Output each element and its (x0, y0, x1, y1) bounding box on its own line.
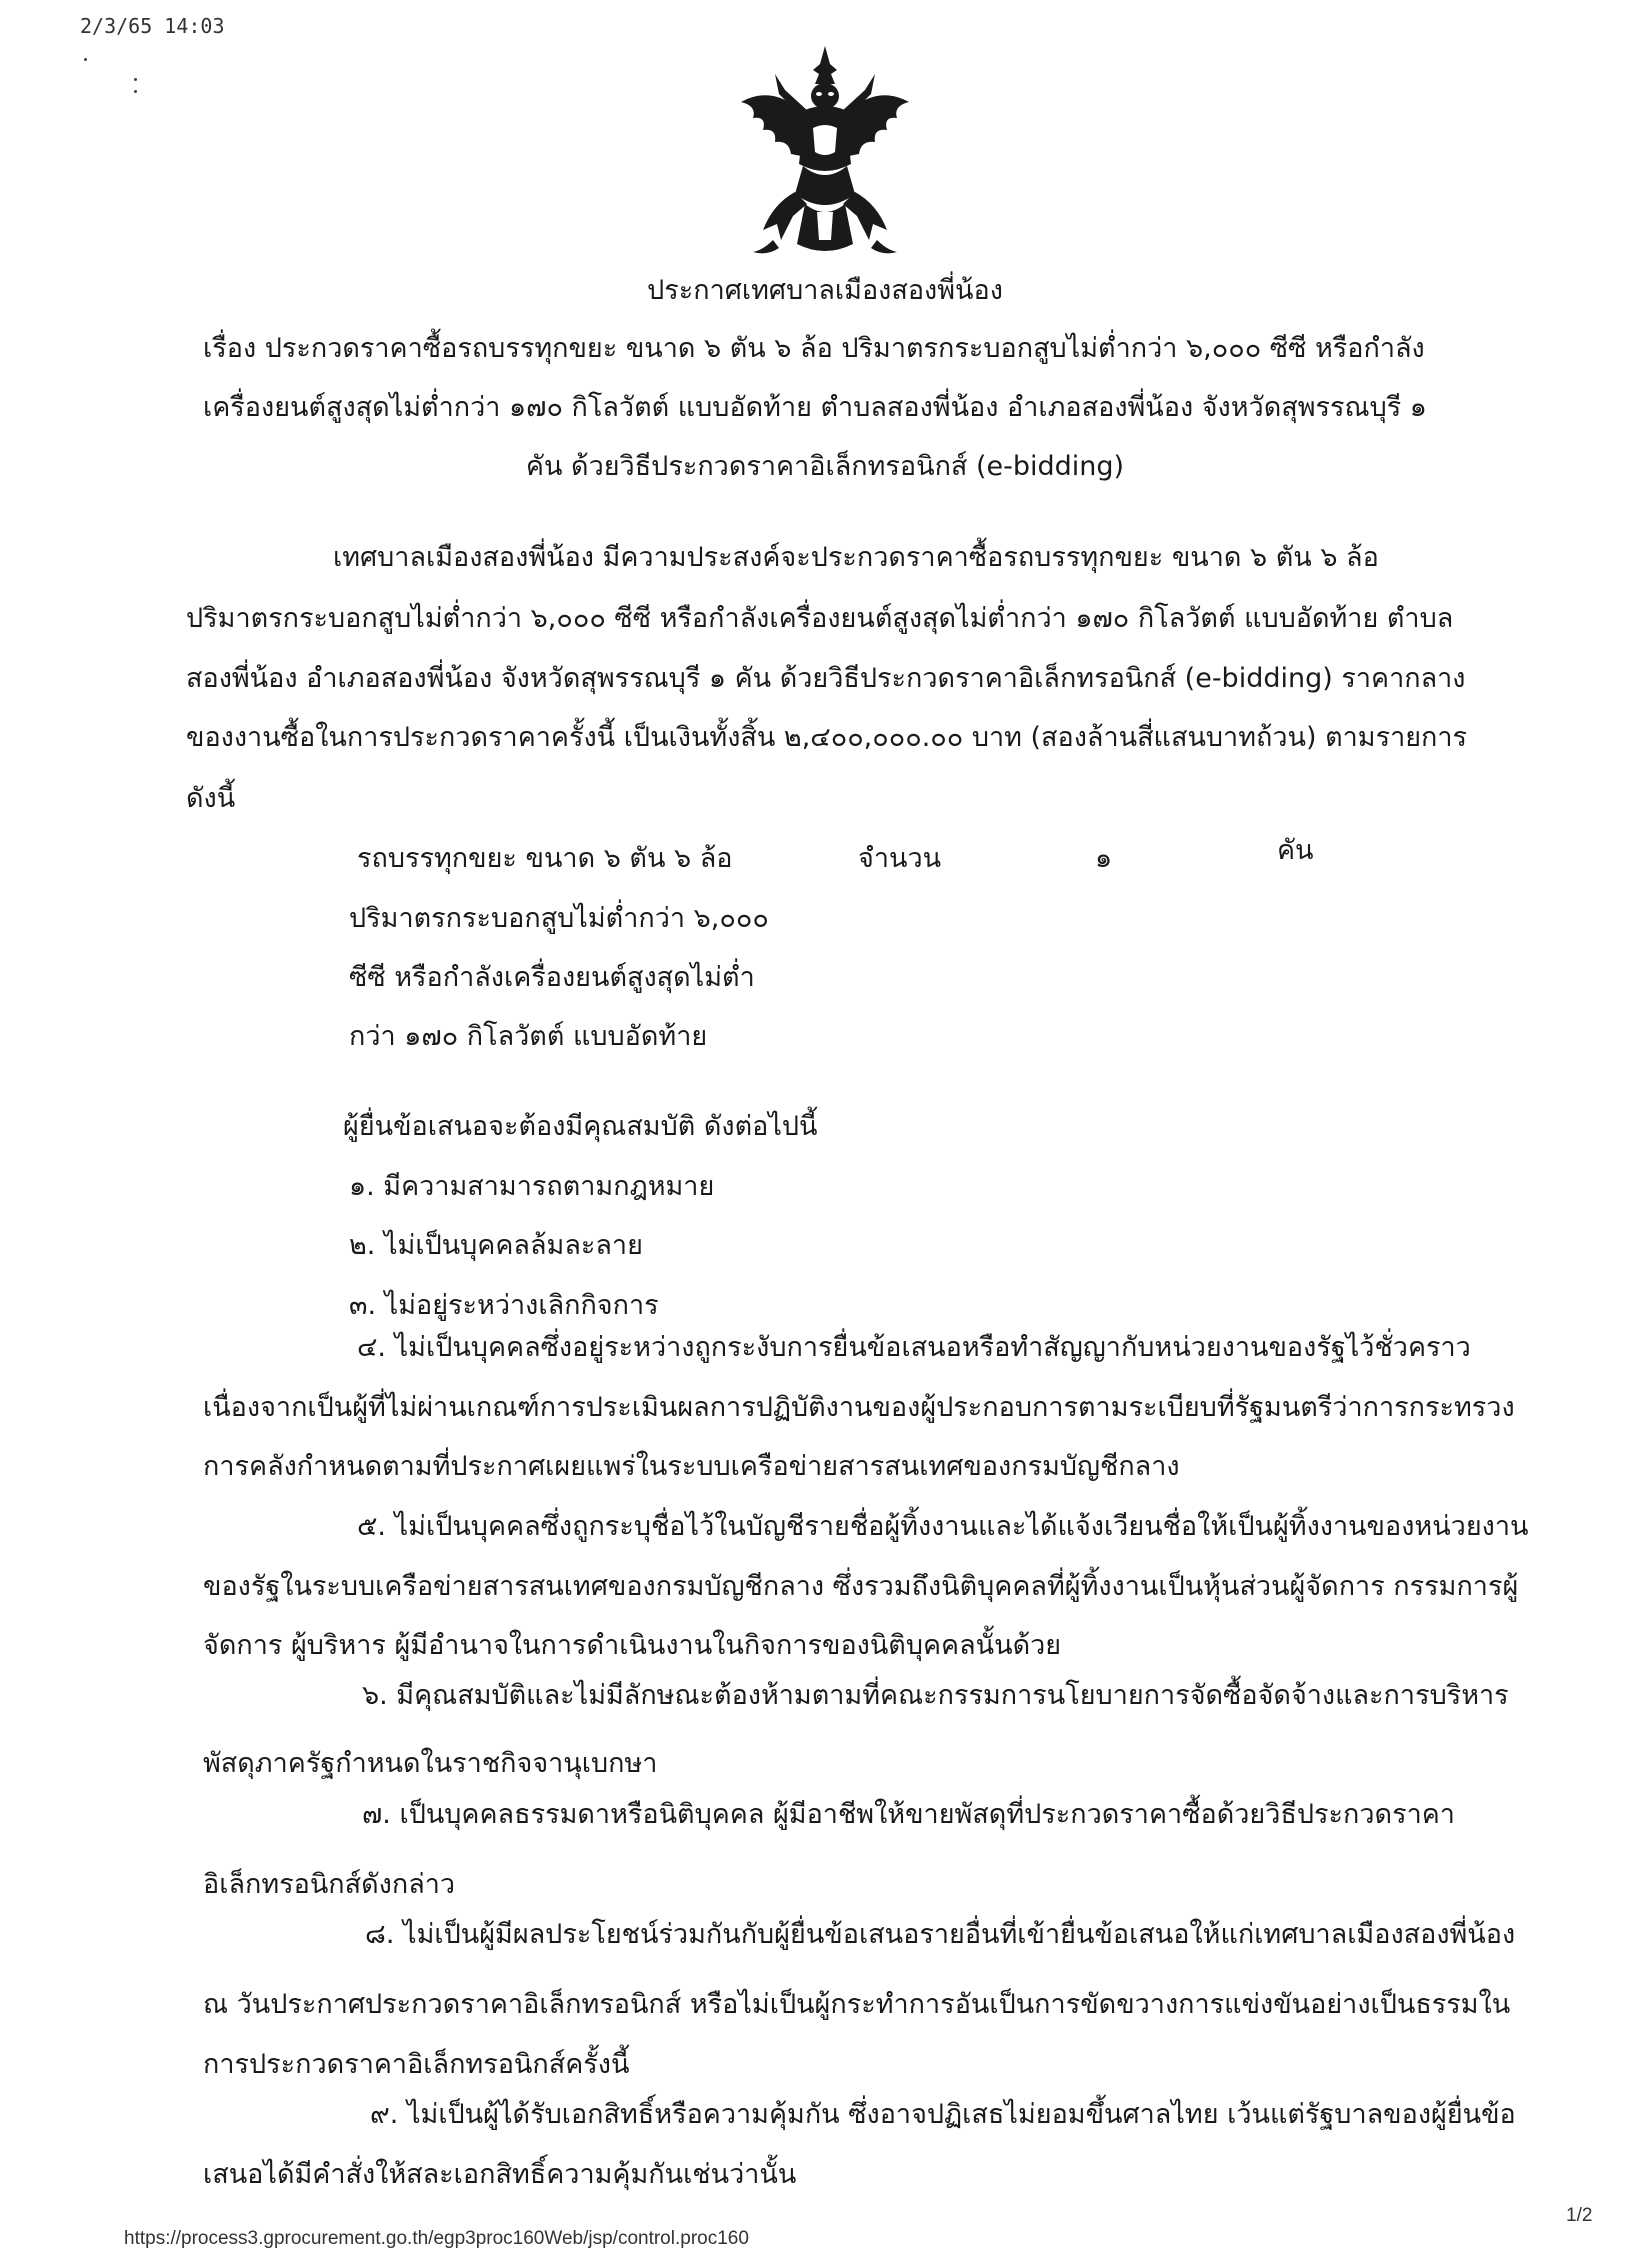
page-url: https://process3.gprocurement.go.th/egp3proc160Web/jsp/control.proc160 (124, 2228, 749, 2249)
qualification-7-line-1: ๗. เป็นบุคคลธรรมดาหรือนิติบุคคล ผู้มีอาชีพให้ขายพัสดุที่ประกวดราคาซื้อด้วยวิธีประกวดราคา (362, 1799, 1455, 1830)
item-description-4: กว่า ๑๗๐ กิโลวัตต์ แบบอัดท้าย (349, 1021, 708, 1052)
qualification-3: ๓. ไม่อยู่ระหว่างเลิกกิจการ (349, 1290, 659, 1321)
scan-speck (134, 90, 137, 93)
qualification-4-line-3: การคลังกำหนดตามที่ประกาศเผยแพร่ในระบบเครือข่ายสารสนเทศของกรมบัญชีกลาง (203, 1451, 1180, 1482)
qualification-9-line-1: ๙. ไม่เป็นผู้ได้รับเอกสิทธิ์หรือความคุ้มกัน ซึ่งอาจปฏิเสธไม่ยอมขึ้นศาลไทย เว้นแต่รัฐบาลของผู้ยื่นข้อ (370, 2099, 1516, 2130)
qualification-5-line-1: ๕. ไม่เป็นบุคคลซึ่งถูกระบุชื่อไว้ในบัญชีรายชื่อผู้ทิ้งงานและได้แจ้งเวียนชื่อให้เป็นผู้ทิ้งงานของหน่วยงาน (357, 1511, 1529, 1542)
intro-line-4: ของงานซื้อในการประกวดราคาครั้งนี้ เป็นเงินทั้งสิ้น ๒,๔๐๐,๐๐๐.๐๐ บาท (สองล้านสี่แสนบาทถ้วน) ตามรายการ (186, 722, 1468, 753)
qualification-8-line-3: การประกวดราคาอิเล็กทรอนิกส์ครั้งนี้ (203, 2049, 630, 2080)
subject-line-2: เครื่องยนต์สูงสุดไม่ต่ำกว่า ๑๗๐ กิโลวัตต์ แบบอัดท้าย ตำบลสองพี่น้อง อำเภอสองพี่น้อง จังหวัดสุพรรณบุรี ๑ (203, 392, 1427, 423)
item-unit: คัน (1277, 835, 1314, 866)
item-quantity: ๑ (1095, 843, 1113, 874)
qualification-4-line-1: ๔. ไม่เป็นบุคคลซึ่งอยู่ระหว่างถูกระงับการยื่นข้อเสนอหรือทำสัญญากับหน่วยงานของรัฐไว้ชั่วคราว (357, 1332, 1471, 1363)
document-heading: ประกาศเทศบาลเมืองสองพี่น้อง (647, 275, 1003, 306)
page-number: 1/2 (1566, 2205, 1593, 2226)
qualification-8-line-1: ๘. ไม่เป็นผู้มีผลประโยชน์ร่วมกันกับผู้ยื่นข้อเสนอรายอื่นที่เข้ายื่นข้อเสนอให้แก่เทศบาลเมืองสองพี่น้อง (365, 1919, 1516, 1950)
item-description-1: รถบรรทุกขยะ ขนาด ๖ ตัน ๖ ล้อ (357, 843, 733, 874)
intro-line-3: สองพี่น้อง อำเภอสองพี่น้อง จังหวัดสุพรรณบุรี ๑ คัน ด้วยวิธีประกวดราคาอิเล็กทรอนิกส์ (e-bidding) ราคากลาง (186, 663, 1466, 694)
garuda-emblem-icon (733, 44, 918, 264)
subject-line-3: คัน ด้วยวิธีประกวดราคาอิเล็กทรอนิกส์ (e-bidding) (525, 451, 1125, 482)
qualification-6-line-2: พัสดุภาครัฐกำหนดในราชกิจจานุเบกษา (203, 1748, 658, 1779)
scan-speck (134, 78, 137, 81)
print-timestamp: 2/3/65 14:03 (80, 14, 225, 38)
qualification-5-line-3: จัดการ ผู้บริหาร ผู้มีอำนาจในการดำเนินงานในกิจการของนิติบุคคลนั้นด้วย (203, 1630, 1062, 1661)
qualification-7-line-2: อิเล็กทรอนิกส์ดังกล่าว (203, 1869, 456, 1900)
qualification-6-line-1: ๖. มีคุณสมบัติและไม่มีลักษณะต้องห้ามตามที่คณะกรรมการนโยบายการจัดซื้อจัดจ้างและการบริหาร (362, 1680, 1509, 1711)
subject-line-1: เรื่อง ประกวดราคาซื้อรถบรรทุกขยะ ขนาด ๖ ตัน ๖ ล้อ ปริมาตรกระบอกสูบไม่ต่ำกว่า ๖,๐๐๐ ซีซี หรือกำลัง (203, 333, 1425, 364)
qualification-4-line-2: เนื่องจากเป็นผู้ที่ไม่ผ่านเกณฑ์การประเมินผลการปฏิบัติงานของผู้ประกอบการตามระเบียบที่รัฐมนตรีว่าการกระทรวง (203, 1392, 1515, 1423)
qualification-5-line-2: ของรัฐในระบบเครือข่ายสารสนเทศของกรมบัญชีกลาง ซึ่งรวมถึงนิติบุคคลที่ผู้ทิ้งงานเป็นหุ้นส่วนผู้จัดการ กรรมการผู้ (203, 1571, 1519, 1602)
item-description-2: ปริมาตรกระบอกสูบไม่ต่ำกว่า ๖,๐๐๐ (349, 903, 769, 934)
item-description-3: ซีซี หรือกำลังเครื่องยนต์สูงสุดไม่ต่ำ (349, 962, 755, 993)
qualification-1: ๑. มีความสามารถตามกฎหมาย (349, 1171, 715, 1202)
qualifications-intro: ผู้ยื่นข้อเสนอจะต้องมีคุณสมบัติ ดังต่อไปนี้ (343, 1111, 818, 1142)
qualification-8-line-2: ณ วันประกาศประกวดราคาอิเล็กทรอนิกส์ หรือไม่เป็นผู้กระทำการอันเป็นการขัดขวางการแข่งขันอย่างเป็นธรรมใน (203, 1989, 1511, 2020)
intro-line-1: เทศบาลเมืองสองพี่น้อง มีความประสงค์จะประกวดราคาซื้อรถบรรทุกขยะ ขนาด ๖ ตัน ๖ ล้อ (333, 542, 1379, 573)
qualification-9-line-2: เสนอได้มีคำสั่งให้สละเอกสิทธิ์ความคุ้มกันเช่นว่านั้น (203, 2159, 797, 2190)
scan-speck (84, 58, 87, 61)
intro-line-5: ดังนี้ (186, 783, 236, 814)
item-quantity-label: จำนวน (858, 843, 942, 874)
intro-line-2: ปริมาตรกระบอกสูบไม่ต่ำกว่า ๖,๐๐๐ ซีซี หรือกำลังเครื่องยนต์สูงสุดไม่ต่ำกว่า ๑๗๐ กิโลวัตต์ แบบอัดท้าย ตำบล (186, 603, 1454, 634)
qualification-2: ๒. ไม่เป็นบุคคลล้มละลาย (349, 1230, 643, 1261)
